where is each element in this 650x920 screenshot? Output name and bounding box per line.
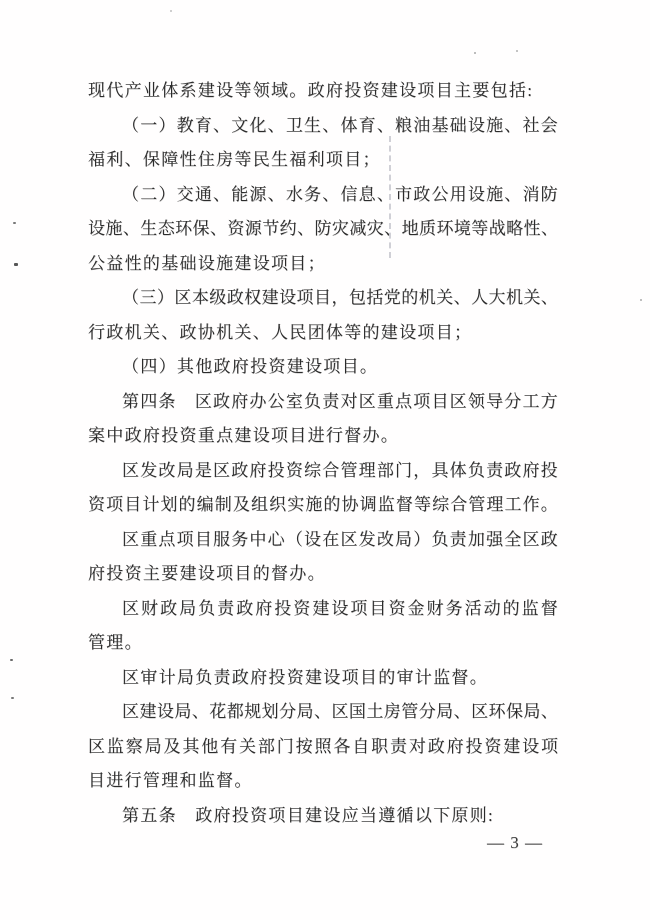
scan-dotted-line: [389, 136, 391, 258]
text-line: 案中政府投资重点建设项目进行督办。: [88, 426, 400, 445]
text-line: 区 发 改 局 是 区 政 府 投 资 综 合 管 理 部 门 ， 具 体 负 责 政 府 投: [122, 460, 558, 480]
text-line: 现代产业体系建设等领域。政府投资建设项目主要包括:: [88, 81, 534, 100]
text-line: 行政机关、政协机关、人民团体等的建设项目；: [88, 322, 473, 342]
text-line: （ 一 ） 教 育 、 文 化 、 卫 生 、 体 育 、 粮 油 基 础 设 施 、 社 会: [122, 115, 558, 135]
text-line: （ 二 ） 交 通 、 能 源 、 水 务 、 信 息 、 市 政 公 用 设 施 、 消 防: [122, 184, 558, 204]
text-line: 第 四 条 区 政 府 办 公 室 负 责 对 区 重 点 项 目 区 领 导 分 工 方: [122, 391, 558, 411]
text-line: 第五条 政府投资项目建设应当遵循以下原则:: [122, 805, 495, 825]
scan-speck: [640, 299, 642, 301]
text-line: 资 项 目 计 划 的 编 制 及 组 织 实 施 的 协 调 监 督 等 综 合 管 理 工 作 。: [88, 495, 558, 514]
scan-speck: [14, 263, 18, 266]
text-line: 区 财 政 局 负 责 政 府 投 资 建 设 项 目 资 金 财 务 活 动 的 监 督: [122, 598, 558, 618]
document-lines: [88, 74, 558, 833]
text-line: 公益性的基础设施建设项目；: [88, 253, 326, 273]
scan-speck: [11, 697, 14, 699]
text-line: 管理。: [88, 633, 143, 652]
scan-speck: [13, 222, 16, 224]
text-line: 目进行管理和监督。: [88, 771, 253, 790]
page-number: — 3 —: [487, 833, 543, 852]
text-line: 区 建 设 局 、 花 都 规 划 分 局 、 区 国 土 房 管 分 局 、 区 环 保 局 、: [122, 702, 558, 721]
text-line: 福利、保障性住房等民生福利项目；: [88, 150, 381, 169]
scan-speck: [516, 50, 518, 52]
text-line: 府投资主要建设项目的督办。: [88, 564, 326, 583]
text-line: （ 三 ） 区 本 级 政 权 建 设 项 目 ， 包 括 党 的 机 关 、 人 大 机 关 、: [122, 288, 558, 307]
text-line: 区 重 点 项 目 服 务 中 心 （ 设 在 区 发 改 局 ） 负 责 加 强 全 区 政: [122, 529, 558, 549]
text-line: 设 施 、 生 态 环 保 、 资 源 节 约 、 防 灾 减 灾 、 地 质 环 境 等 战 略 性 、: [88, 219, 558, 238]
text-line: （四）其他政府投资建设项目。: [122, 357, 379, 376]
text-line: 区 监 察 局 及 其 他 有 关 部 门 按 照 各 自 职 责 对 政 府 投 资 建 设 项: [88, 736, 558, 756]
text-line: 区审计局负责政府投资建设项目的审计监督。: [122, 667, 488, 687]
scan-speck: [474, 52, 476, 54]
scan-speck: [10, 659, 13, 661]
scan-speck: [170, 10, 172, 12]
